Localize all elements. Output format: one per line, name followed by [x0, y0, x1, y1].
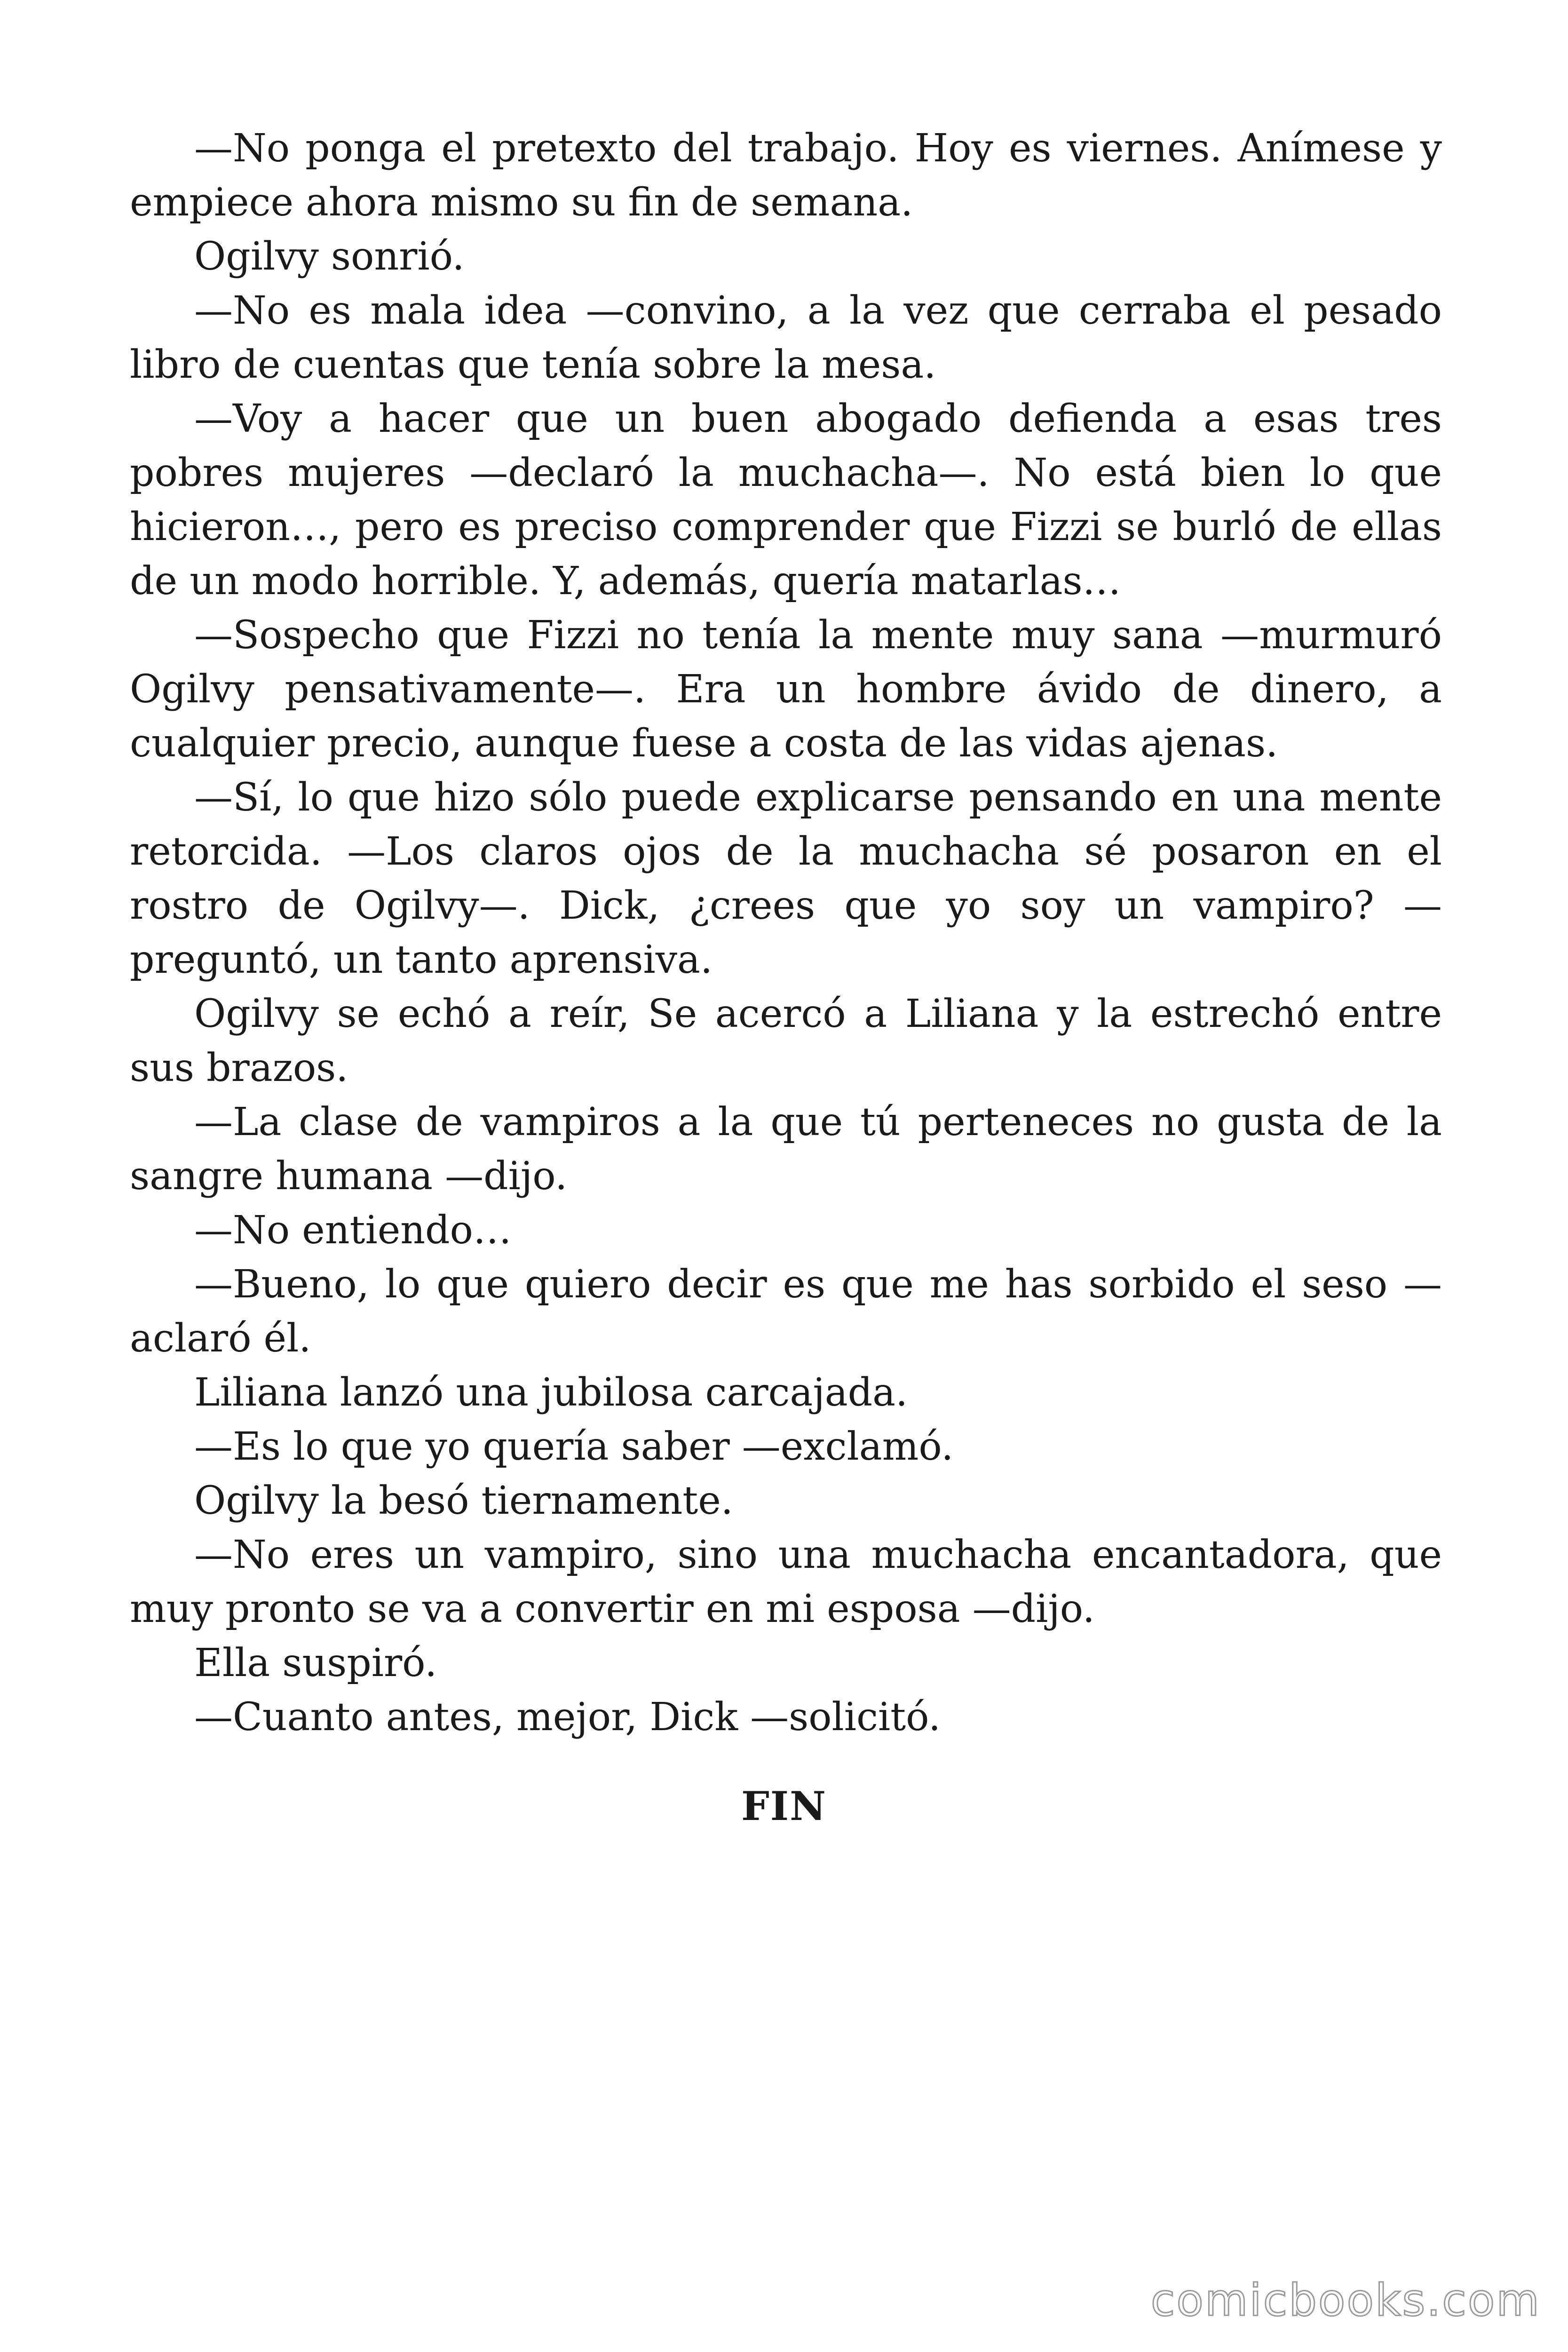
paragraph: —No es mala idea —convino, a la vez que cerraba el pesado libro de cuentas que tenía sobre la mesa.: [130, 288, 1442, 387]
paragraph: Liliana lanzó una jubilosa carcajada.: [194, 1370, 908, 1415]
paragraph: —No eres un vampiro, sino una muchacha encantadora, que muy pronto se va a convertir en mi esposa —dijo.: [130, 1533, 1442, 1631]
paragraph: —Cuanto antes, mejor, Dick —solicitó.: [194, 1695, 941, 1740]
page-body: [130, 121, 1442, 1744]
watermark-logo: comicbooks.com: [1150, 2275, 1541, 2326]
paragraph: —No ponga el pretexto del trabajo. Hoy es viernes. Anímese y empiece ahora mismo su fin de semana.: [130, 126, 1442, 225]
paragraph: —Bueno, lo que quiero decir es que me has sorbido el seso —aclaró él.: [130, 1262, 1442, 1361]
paragraph: —Sí, lo que hizo sólo puede explicarse pensando en una mente retorcida. —Los claros ojos de la muchacha sé posaron en el rostro de Ogilvy—. Dick, ¿crees que yo soy un vampiro? —preguntó, un tanto aprensiva.: [130, 775, 1442, 982]
paragraph: —La clase de vampiros a la que tú perteneces no gusta de la sangre humana —dijo.: [130, 1100, 1442, 1199]
paragraph: Ogilvy sonrió.: [194, 234, 465, 279]
paragraph: —Es lo que yo quería saber —exclamó.: [194, 1424, 954, 1469]
paragraph: —No entiendo…: [194, 1208, 512, 1253]
paragraph: Ogilvy se echó a reír, Se acercó a Liliana y la estrechó entre sus brazos.: [130, 992, 1442, 1090]
paragraph: Ogilvy la besó tiernamente.: [194, 1478, 733, 1523]
paragraph: —Sospecho que Fizzi no tenía la mente muy sana —murmuró Ogilvy pensativamente—. Era un hombre ávido de dinero, a cualquier precio, aunque fuese a costa de las vidas ajenas.: [130, 613, 1442, 766]
paragraph: —Voy a hacer que un buen abogado defienda a esas tres pobres mujeres —declaró la muchacha—. No está bien lo que hicieron…, pero es preciso comprender que Fizzi se burló de ellas de un modo horrible. Y, además, quería matarlas…: [130, 397, 1442, 604]
paragraph: Ella suspiró.: [194, 1641, 437, 1685]
end-title: FIN: [741, 1783, 827, 1829]
